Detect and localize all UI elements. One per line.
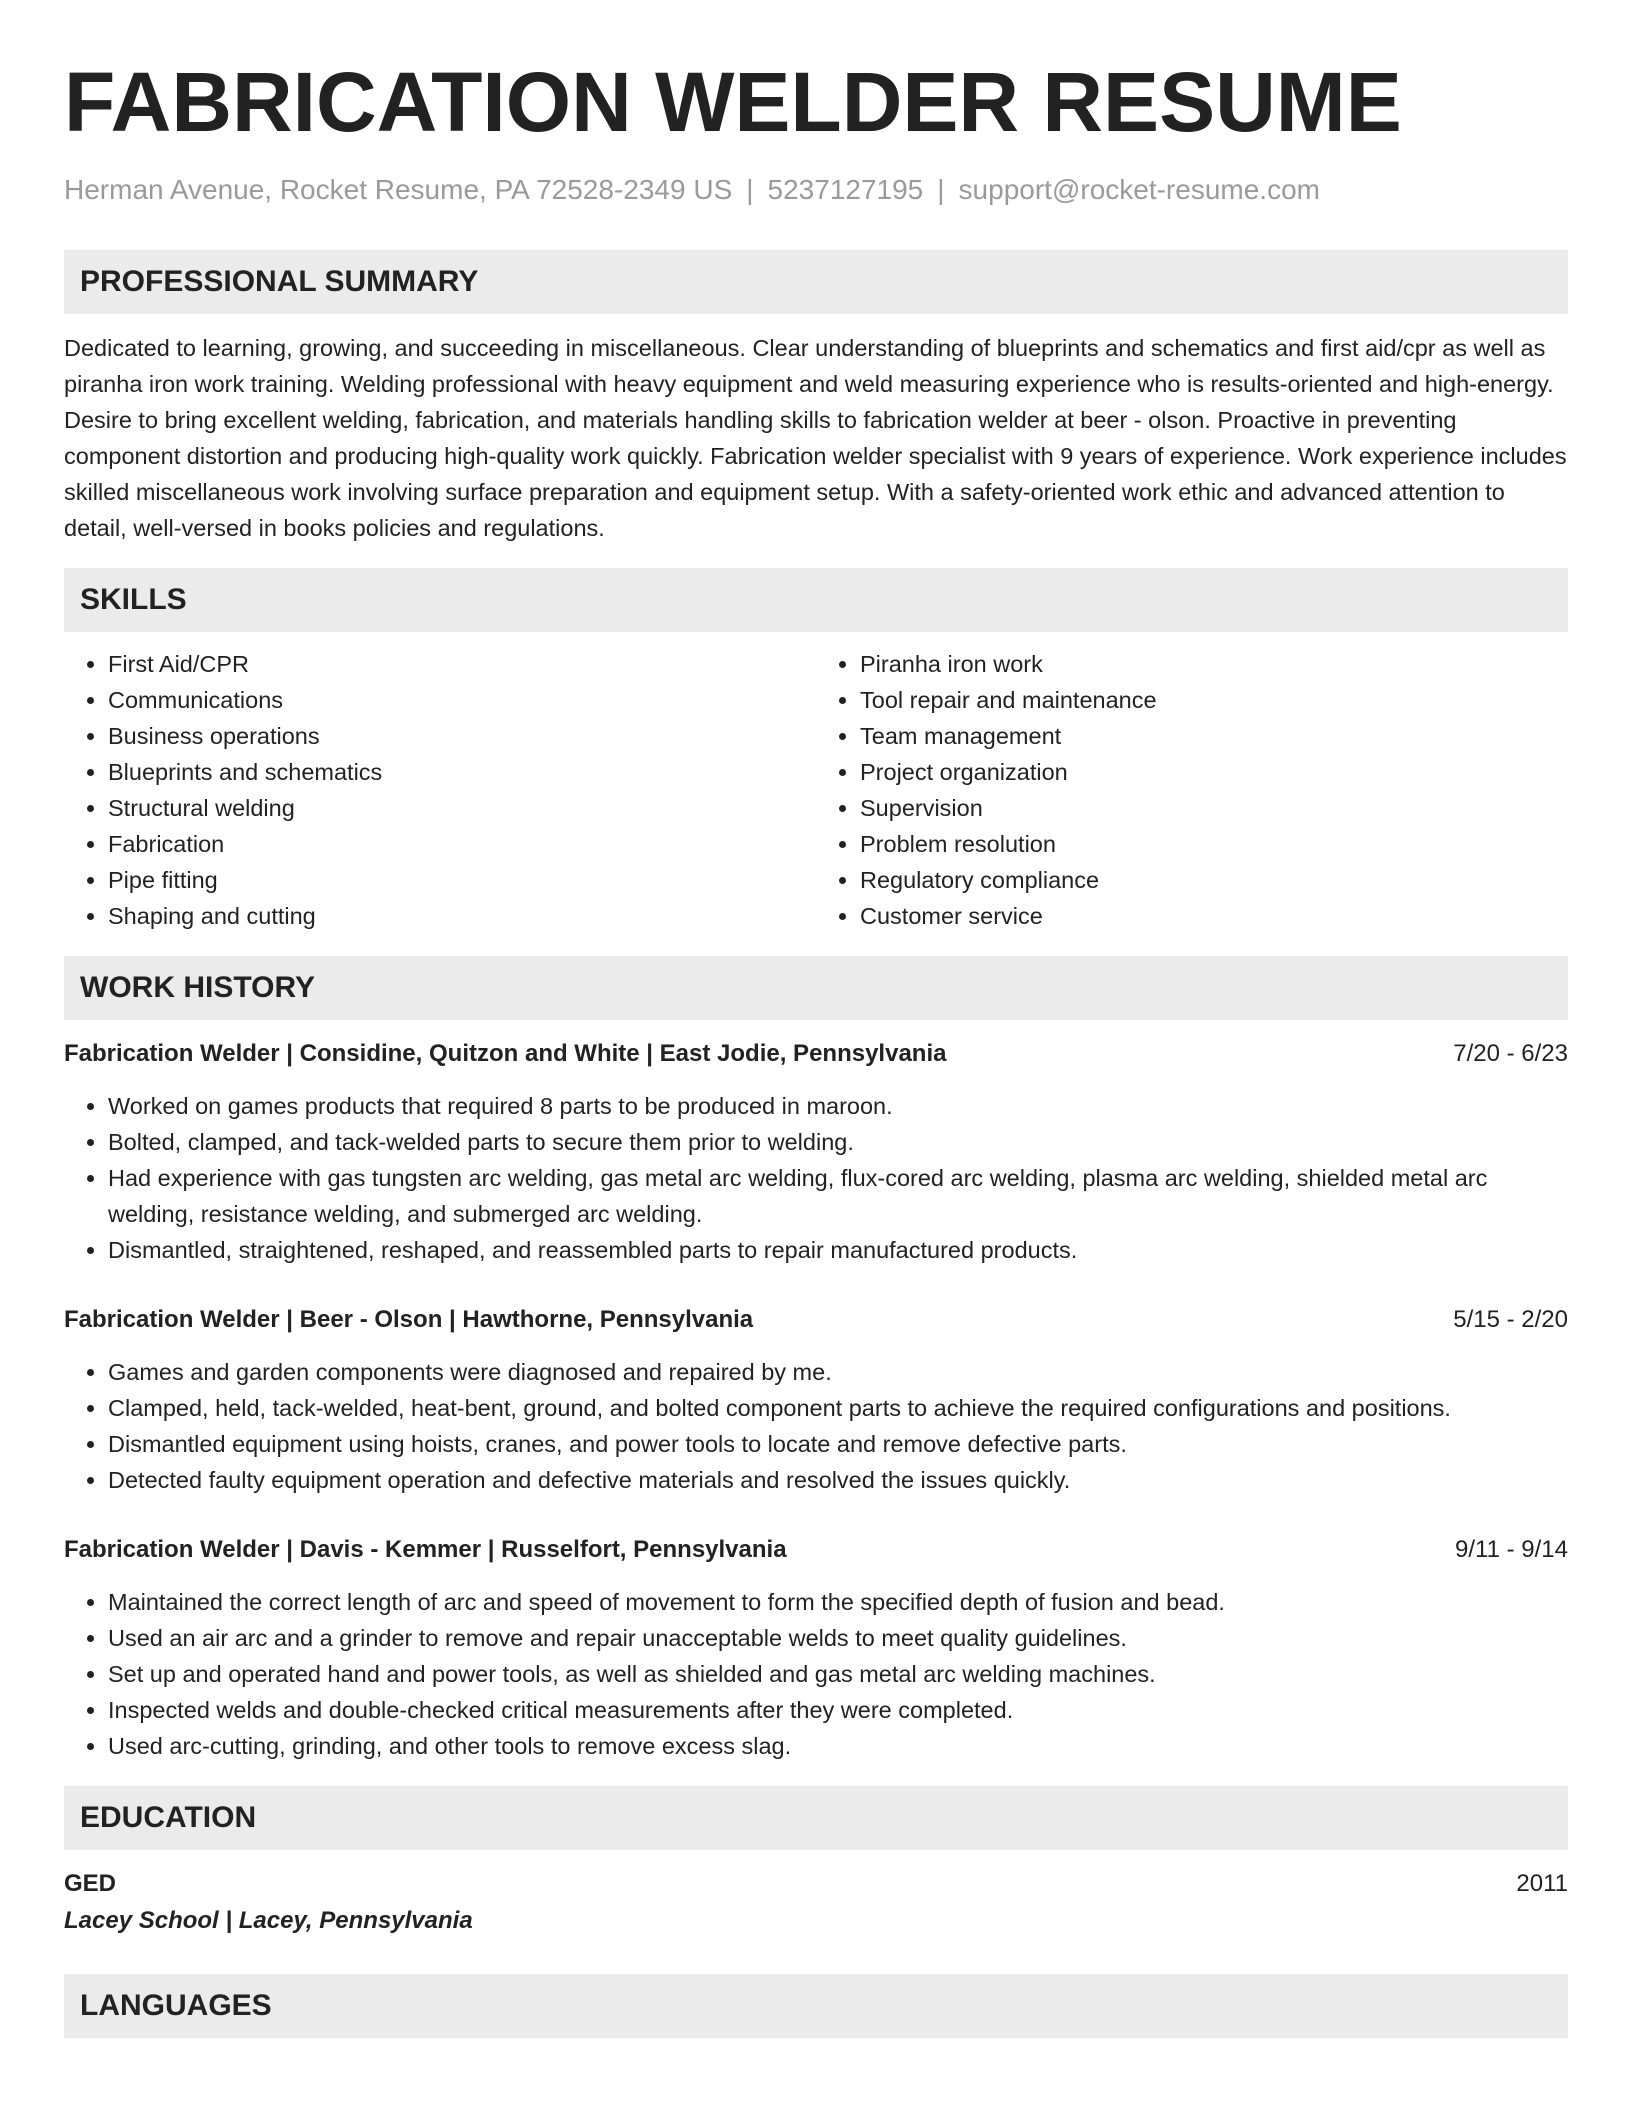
job-title: Fabrication Welder | Beer - Olson | Hawthorne, Pennsylvania <box>64 1306 754 1333</box>
education-school: Lacey School | Lacey, Pennsylvania <box>64 1907 473 1934</box>
section-header-summary: PROFESSIONAL SUMMARY <box>64 250 1568 314</box>
skill-item: • Team management <box>860 718 1568 754</box>
job-bullets <box>64 1584 1568 1764</box>
job-bullet: • Detected faulty equipment operation and defective materials and resolved the issues quickly. <box>108 1462 1568 1498</box>
job-bullets <box>64 1088 1568 1268</box>
contact-line <box>64 172 1568 208</box>
contact-phone: 5237127195 <box>767 174 924 205</box>
job-entry <box>64 1302 1568 1498</box>
contact-address: Herman Avenue, Rocket Resume, PA 72528-2349 US <box>64 174 733 205</box>
job-bullet: • Used an air arc and a grinder to remove and repair unacceptable welds to meet quality guidelines. <box>108 1620 1568 1656</box>
job-bullet: • Inspected welds and double-checked critical measurements after they were completed. <box>108 1692 1568 1728</box>
skill-item: • First Aid/CPR <box>108 646 816 682</box>
section-header-languages: LANGUAGES <box>64 1974 1568 2038</box>
job-entry <box>64 1036 1568 1268</box>
job-bullet: • Set up and operated hand and power tools, as well as shielded and gas metal arc welding machines. <box>108 1656 1568 1692</box>
summary-text: Dedicated to learning, growing, and succeeding in miscellaneous. Clear understanding of blueprints and schematics and first aid/cpr as well as piranha iron work training. Welding professional with heavy equipment and weld measuring experience who is results-oriented and high-energy. Desire to bring excellent welding, fabrication, and materials handling skills to fabrication welder at beer - olson. Proactive in preventing component distortion and producing high-quality work quickly. Fabrication welder specialist with 9 years of experience. Work experience includes skilled miscellaneous work involving surface preparation and equipment setup. With a safety-oriented work ethic and advanced attention to detail, well-versed in books policies and regulations. <box>64 335 1567 541</box>
section-header-skills: SKILLS <box>64 568 1568 632</box>
job-title: Fabrication Welder | Davis - Kemmer | Russelfort, Pennsylvania <box>64 1536 787 1563</box>
job-bullet: • Dismantled equipment using hoists, cranes, and power tools to locate and remove defective parts. <box>108 1426 1568 1462</box>
skill-item: • Project organization <box>860 754 1568 790</box>
section-header-work-history: WORK HISTORY <box>64 956 1568 1020</box>
education-degree: GED <box>64 1870 117 1897</box>
skill-item: • Supervision <box>860 790 1568 826</box>
education-entry <box>64 1866 1568 1940</box>
job-bullets <box>64 1354 1568 1498</box>
contact-email: support@rocket-resume.com <box>958 174 1320 205</box>
job-dates: 7/20 - 6/23 <box>1453 1040 1568 1067</box>
contact-separator: | <box>746 174 754 205</box>
skill-item: • Structural welding <box>108 790 816 826</box>
skill-item: • Communications <box>108 682 816 718</box>
education-header <box>64 1866 1568 1902</box>
job-title: Fabrication Welder | Considine, Quitzon and White | East Jodie, Pennsylvania <box>64 1040 947 1067</box>
skill-item: • Tool repair and maintenance <box>860 682 1568 718</box>
contact-separator: | <box>937 174 945 205</box>
job-header <box>64 1302 1568 1338</box>
skill-item: • Blueprints and schematics <box>108 754 816 790</box>
resume-title: FABRICATION WELDER RESUME <box>64 55 1402 149</box>
skill-item: • Business operations <box>108 718 816 754</box>
skills-column-right <box>816 646 1568 934</box>
job-entry <box>64 1532 1568 1764</box>
job-header <box>64 1036 1568 1072</box>
section-header-education: EDUCATION <box>64 1786 1568 1850</box>
job-bullet: • Clamped, held, tack-welded, heat-bent, ground, and bolted component parts to achieve the required configurations and positions. <box>108 1390 1568 1426</box>
education-year: 2011 <box>1516 1870 1568 1897</box>
skill-item: • Customer service <box>860 898 1568 934</box>
job-bullet: • Dismantled, straightened, reshaped, and reassembled parts to repair manufactured products. <box>108 1232 1568 1268</box>
skill-item: • Fabrication <box>108 826 816 862</box>
skill-item: • Piranha iron work <box>860 646 1568 682</box>
skills-column-left <box>64 646 816 934</box>
job-bullet: • Used arc-cutting, grinding, and other tools to remove excess slag. <box>108 1728 1568 1764</box>
job-bullet: • Had experience with gas tungsten arc welding, gas metal arc welding, flux-cored arc welding, plasma arc welding, shielded metal arc welding, resistance welding, and submerged arc welding. <box>108 1160 1568 1232</box>
skill-item: • Pipe fitting <box>108 862 816 898</box>
skill-item: • Regulatory compliance <box>860 862 1568 898</box>
job-bullet: • Worked on games products that required 8 parts to be produced in maroon. <box>108 1088 1568 1124</box>
job-bullet: • Bolted, clamped, and tack-welded parts to secure them prior to welding. <box>108 1124 1568 1160</box>
skill-item: • Shaping and cutting <box>108 898 816 934</box>
job-dates: 9/11 - 9/14 <box>1455 1536 1568 1563</box>
skills-list <box>64 646 1568 934</box>
job-header <box>64 1532 1568 1568</box>
skill-item: • Problem resolution <box>860 826 1568 862</box>
job-bullet: • Maintained the correct length of arc and speed of movement to form the specified depth of fusion and bead. <box>108 1584 1568 1620</box>
job-bullet: • Games and garden components were diagnosed and repaired by me. <box>108 1354 1568 1390</box>
job-dates: 5/15 - 2/20 <box>1453 1306 1568 1333</box>
